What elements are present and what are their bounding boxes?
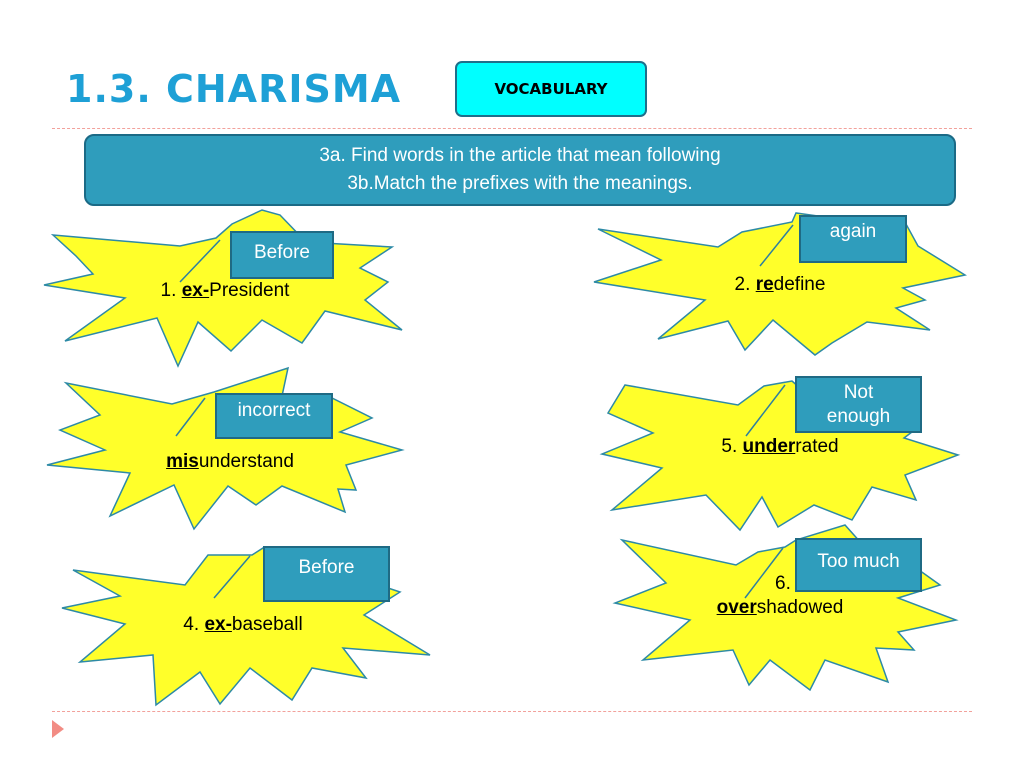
meaning-label-line-1: Not — [843, 382, 874, 404]
item-stem: President — [209, 280, 290, 301]
word-item-2 — [680, 273, 880, 297]
item-prefix: over — [716, 596, 757, 618]
instruction-line-2: 3b.Match the prefixes with the meanings. — [347, 173, 693, 194]
item-prefix: mis — [166, 451, 199, 472]
vocabulary-label: VOCABULARY — [494, 80, 608, 98]
bullet-arrow-icon — [52, 720, 64, 738]
meaning-label: incorrect — [237, 400, 311, 421]
meaning-box-2 — [799, 215, 907, 263]
item-number: 6. — [775, 573, 791, 594]
meaning-box-4 — [795, 376, 922, 433]
item-stem: rated — [795, 436, 839, 457]
page-title: 1.3. CHARISMA — [66, 67, 402, 111]
meaning-label: Before — [298, 557, 355, 578]
instruction-line-1: 3a. Find words in the article that mean following — [319, 144, 721, 166]
item-prefix: under — [742, 436, 796, 457]
word-item-4 — [665, 435, 895, 459]
item-stem: define — [773, 274, 826, 295]
item-stem: shadowed — [756, 596, 844, 618]
item-prefix: re — [755, 274, 774, 295]
bottom-divider — [52, 711, 972, 712]
meaning-label: Before — [254, 242, 310, 263]
meaning-label-line-2: enough — [826, 406, 891, 427]
item-prefix: ex- — [181, 280, 210, 301]
item-stem: baseball — [231, 614, 303, 635]
word-item-3 — [120, 450, 340, 474]
item-number: 2. — [734, 274, 751, 295]
meaning-box-1 — [230, 231, 334, 279]
word-item-1 — [110, 279, 340, 303]
meaning-box-5 — [263, 546, 390, 602]
meaning-label: Too much — [817, 551, 900, 572]
meaning-box-3 — [215, 393, 333, 439]
meaning-label: again — [829, 221, 877, 242]
item-number: 5. — [721, 436, 738, 457]
word-item-5 — [143, 613, 343, 637]
item-number: 1. — [160, 280, 177, 301]
item-number: 4. — [183, 614, 200, 635]
item-stem: understand — [198, 451, 294, 472]
meaning-box-6 — [795, 538, 922, 592]
item-prefix: ex- — [204, 614, 232, 635]
